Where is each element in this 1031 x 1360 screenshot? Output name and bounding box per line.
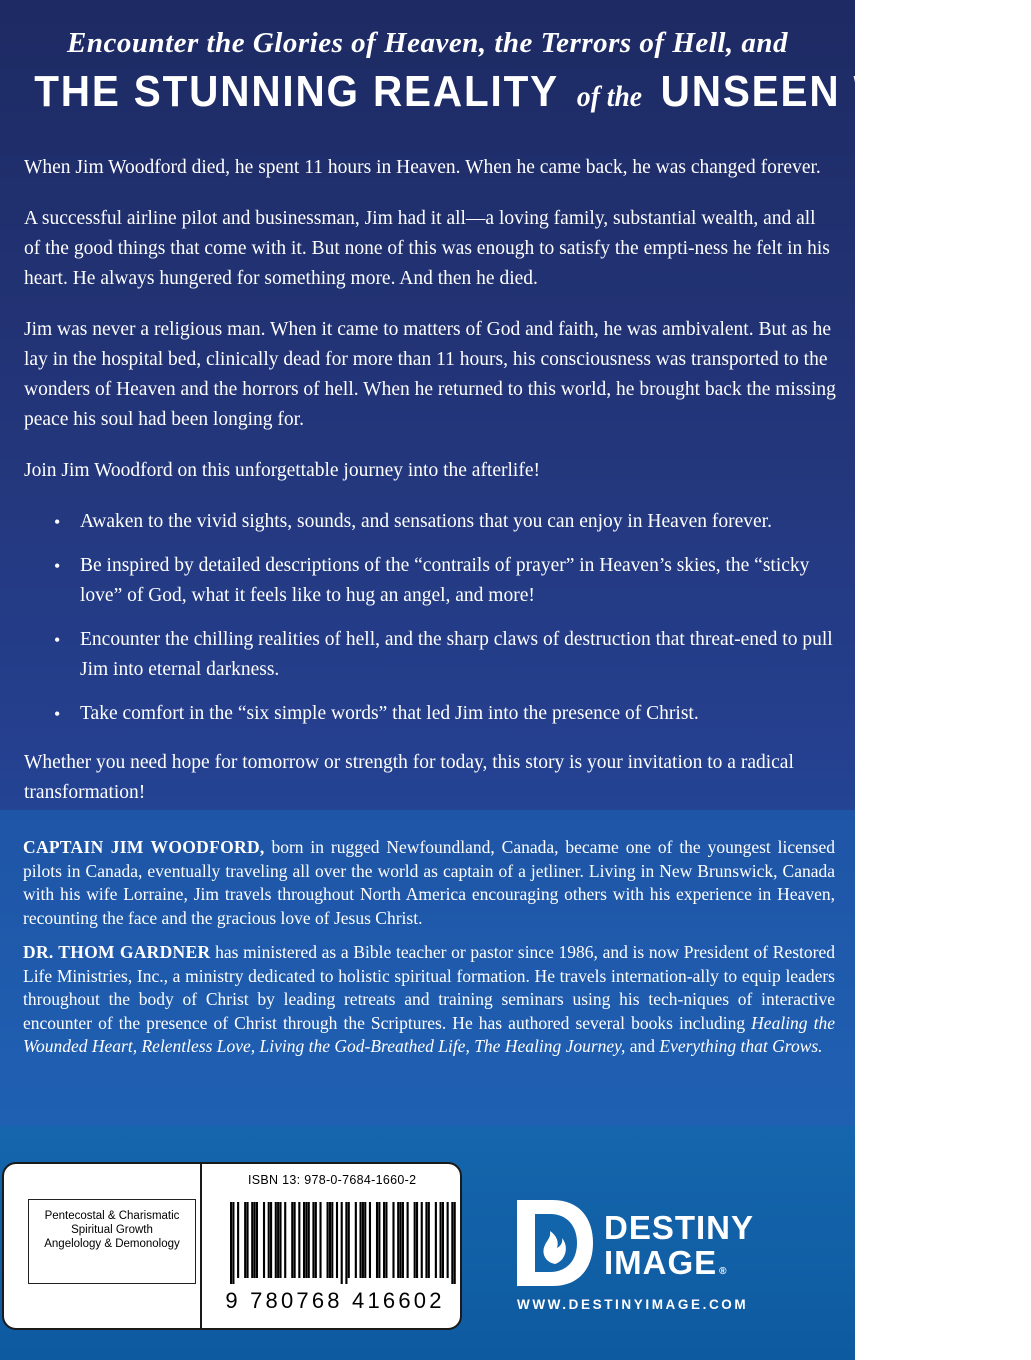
barcode-panel [2,1162,462,1330]
coauthor-bio-text: has ministered as a Bible teacher or pastor since 1986, and is now President of Restored Life Ministries, Inc., a ministry dedicated to holistic spiritual formation. He travels internation-ally to equip leaders throughout the body of Christ by leading retreats and training seminars using his tech-niques of interactive encounter of the presence of Christ through the Scriptures. He has authored several books including [23,942,835,1033]
bullet-item [24,551,836,611]
barcode-bar [336,1202,338,1278]
barcode-bar [428,1202,430,1278]
isbn-label: ISBN 13: 978-0-7684-1660-2 [248,1173,417,1187]
publisher-name-line1: DESTINY [604,1209,755,1246]
tagline: Encounter the Glories of Heaven, the Terrors of Hell, and [66,27,789,59]
title-part-1: THE STUNNING REALITY [34,67,559,116]
bullet-item [24,625,836,685]
barcode-bar [397,1202,399,1278]
barcode-bar [416,1202,418,1278]
barcode-bar [378,1202,380,1278]
flame-d-logo-icon [517,1200,593,1286]
barcode-bar [362,1202,364,1278]
barcode-bar [345,1202,347,1284]
barcode-bar [268,1202,270,1278]
coauthor-bio [23,941,835,1059]
paragraph: A successful airline pilot and businessman, Jim had it all—a loving family, substantial wealth, and all of the good things that come with it. But none of this was enough to satisfy the empti-ness he felt in his heart. He always hungered for something more. And then he died. [24,208,830,289]
bullet-icon: • [54,556,61,576]
bullet-icon: • [54,512,61,532]
barcode-bar [414,1202,416,1278]
coauthor-and: and [625,1036,660,1056]
bullet-text: Take comfort in the “six simple words” that led Jim into the presence of Christ. [80,703,699,724]
bullet-icon: • [54,630,61,650]
barcode-bar [454,1202,456,1284]
bullet-text: Awaken to the vivid sights, sounds, and sensations that you can enjoy in Heaven forever. [80,511,772,532]
barcode-bar [402,1202,404,1278]
barcode-bar [256,1202,258,1278]
barcode-bar [442,1202,444,1278]
bullet-text: Encounter the chilling realities of hell, and the sharp claws of destruction that threat-ened to pull Jim into eternal darkness. [80,629,833,680]
category-list [28,1199,196,1284]
headline [0,22,1031,125]
paragraph: Jim was never a religious man. When it came to matters of God and faith, he was ambivalent. But as he lay in the hospital bed, clinically dead for more than 11 hours, his consciousness was transported to the wonders of Heaven and the horrors of hell. When he returned to this world, he brought back the missing peace his soul had been longing for. [24,319,836,430]
barcode-bar [369,1202,371,1278]
coauthor-last-book: Everything that Grows. [659,1036,823,1056]
publisher-name [604,1210,754,1289]
barcode-bar [305,1202,307,1278]
barcode-bar [284,1202,286,1278]
barcode-bar [291,1202,293,1278]
barcode-bar [451,1202,453,1284]
barcode-bar [425,1202,427,1278]
barcode-bar [376,1202,378,1278]
barcode-bar [400,1202,402,1278]
barcode-bar [303,1202,305,1278]
barcode-bar [364,1202,366,1278]
publisher-name-line2: IMAGE [604,1244,718,1281]
barcode-bar [385,1202,387,1278]
barcode-bar [279,1202,281,1278]
barcode-bar [275,1202,277,1278]
barcode-bar [348,1202,350,1278]
barcode-bar [308,1202,310,1278]
barcode-bar [421,1202,423,1278]
barcode-image [230,1202,456,1284]
bullet-list [24,507,836,729]
barcode-bar [359,1202,361,1278]
barcode-bar [254,1202,256,1278]
coauthor-books: Healing the Wounded Heart, Relentless Love, Living the God-Breathed Life, The Healing Journey, [23,1012,836,1056]
paragraph: Join Jim Woodford on this unforgettable journey into the afterlife! [24,460,540,481]
bullet-text: Be inspired by detailed descriptions of the “contrails of prayer” in Heaven’s skies, the “sticky love” of God, what it feels like to hug an angel, and more! [80,555,810,606]
barcode-bar [298,1202,300,1278]
barcode-bar [294,1202,296,1278]
registered-mark: ® [719,1266,728,1277]
barcode-bar [355,1202,357,1278]
paragraph: When Jim Woodford died, he spent 11 hours in Heaven. When he came back, he was changed forever. [24,157,821,178]
bullet-item [24,507,836,537]
barcode-bar [244,1202,246,1278]
barcode-bar [277,1202,279,1278]
bullet-icon: • [54,704,61,724]
barcode-bar [319,1202,321,1278]
barcode-bar [315,1202,317,1278]
publisher-url: WWW.DESTINYIMAGE.COM [517,1297,749,1312]
description [24,153,836,829]
category-item: Angelology & Demonology [44,1238,180,1250]
author-bios [23,836,835,1070]
coauthor-name: DR. THOM GARDNER [23,942,211,962]
barcode-bar [383,1202,385,1278]
barcode-bar [435,1202,437,1278]
barcode-bar [237,1202,239,1278]
closing-paragraph: Whether you need hope for tomorrow or strength for today, this story is your invitation to a radical transformation! [24,752,794,803]
barcode-bar [407,1202,409,1278]
category-panel [4,1164,202,1328]
author-bio [23,836,835,930]
author-bio-text: born in rugged Newfoundland, Canada, became one of the youngest licensed pilots in Canada, eventually traveling all over the world as captain of a jetliner. Living in New Brunswick, Canada with his wife Lorraine, Jim travels throughout North America encouraging others with his experience in Heaven, recounting the face and the gracious love of Jesus Christ. [23,837,835,928]
bullet-item [24,699,836,729]
barcode-bar [329,1202,331,1278]
category-item: Pentecostal & Charismatic [44,1210,180,1222]
barcode-bar [440,1202,442,1278]
barcode-bar [230,1202,232,1284]
barcode-bar [327,1202,329,1278]
barcode-bar [447,1202,449,1278]
title-of-the: of the [576,80,643,113]
barcode-bar [312,1202,314,1278]
barcode-bar [341,1202,343,1284]
barcode-bar [263,1202,265,1278]
main-title [34,64,1031,125]
barcode-bar [232,1202,234,1284]
barcode-bar [331,1202,333,1278]
barcode-number: 9 780768 416602 [225,1288,445,1313]
title-part-2: UNSEEN WORLD! [660,67,1031,116]
barcode-bar [270,1202,272,1278]
author-name: CAPTAIN JIM WOODFORD, [23,837,265,857]
barcode-bar [251,1202,253,1278]
barcode-bar [392,1202,394,1278]
barcode-bar [246,1202,248,1278]
category-item: Spiritual Growth [71,1224,153,1236]
